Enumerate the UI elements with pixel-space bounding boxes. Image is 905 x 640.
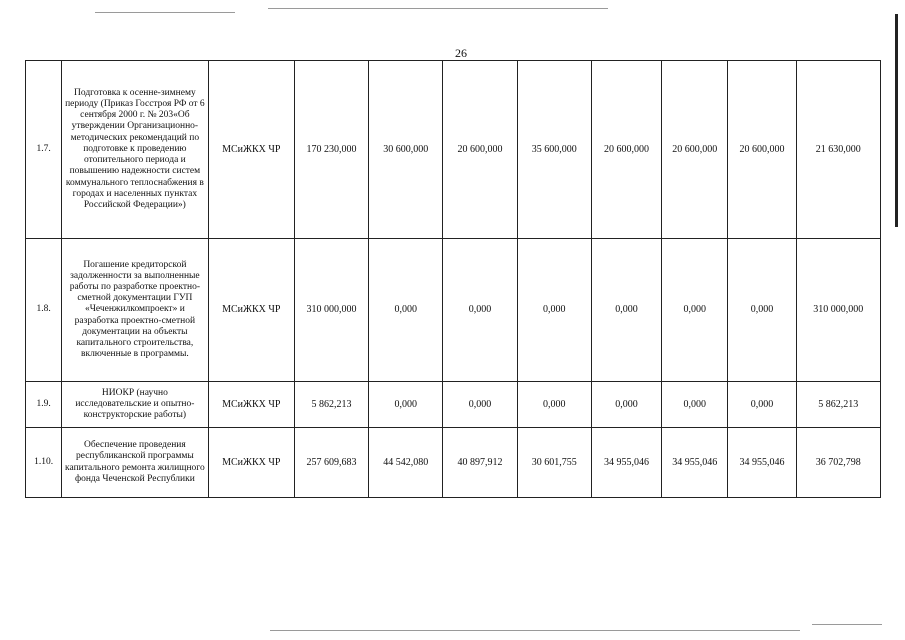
row-activity: Подготовка к осенне-зимнему периоду (Приказ Госстроя РФ от 6 сентября 2000 г. № 203«Об утверждении Организационно-методических рекомендаций по подготовке к проведению отопительного периода и повышению надежности систем коммунального теплоснабжения в городах и населенных пунктах Российской Федерации») <box>62 61 209 239</box>
row-value: 34 955,046 <box>591 428 661 498</box>
row-number: 1.8. <box>26 239 62 382</box>
table-row <box>26 428 881 498</box>
row-value: 40 897,912 <box>443 428 517 498</box>
row-value: 0,000 <box>662 382 728 428</box>
row-value: 5 862,213 <box>796 382 880 428</box>
row-value: 30 600,000 <box>369 61 443 239</box>
row-value: 0,000 <box>369 239 443 382</box>
row-value: 0,000 <box>443 239 517 382</box>
scan-rule-bottom <box>270 630 800 631</box>
scan-rule-top-left <box>95 12 235 13</box>
row-number: 1.9. <box>26 382 62 428</box>
row-executor: МСиЖКХ ЧР <box>208 382 294 428</box>
row-value: 20 600,000 <box>591 61 661 239</box>
row-value: 0,000 <box>517 239 591 382</box>
row-value: 34 955,046 <box>662 428 728 498</box>
row-value: 0,000 <box>728 239 796 382</box>
table-row <box>26 382 881 428</box>
row-value: 20 600,000 <box>728 61 796 239</box>
row-value: 0,000 <box>662 239 728 382</box>
row-value-total: 5 862,213 <box>294 382 368 428</box>
row-value: 44 542,080 <box>369 428 443 498</box>
table-row <box>26 239 881 382</box>
row-value: 21 630,000 <box>796 61 880 239</box>
scan-edge-bar <box>895 14 898 227</box>
row-value: 34 955,046 <box>728 428 796 498</box>
scan-rule-top-right <box>268 8 608 9</box>
row-value-total: 170 230,000 <box>294 61 368 239</box>
table-row <box>26 61 881 239</box>
row-executor: МСиЖКХ ЧР <box>208 428 294 498</box>
row-value: 0,000 <box>591 239 661 382</box>
row-value: 0,000 <box>728 382 796 428</box>
row-executor: МСиЖКХ ЧР <box>208 61 294 239</box>
page-number: 26 <box>455 46 467 60</box>
row-value-total: 257 609,683 <box>294 428 368 498</box>
row-value: 310 000,000 <box>796 239 880 382</box>
row-value: 0,000 <box>443 382 517 428</box>
row-value: 0,000 <box>591 382 661 428</box>
row-value: 20 600,000 <box>443 61 517 239</box>
row-activity: НИОКР (научно исследовательские и опытно-конструкторские работы) <box>62 382 209 428</box>
row-executor: МСиЖКХ ЧР <box>208 239 294 382</box>
budget-table <box>25 60 881 498</box>
row-value: 30 601,755 <box>517 428 591 498</box>
row-value-total: 310 000,000 <box>294 239 368 382</box>
row-number: 1.10. <box>26 428 62 498</box>
row-number: 1.7. <box>26 61 62 239</box>
row-activity: Погашение кредиторской задолженности за выполненные работы по разработке проектно-сметной документации ГУП «Чеченжилкомпроект» и разработка проектно-сметной документации на объекты капитального строительства, включенные в программы. <box>62 239 209 382</box>
row-value: 35 600,000 <box>517 61 591 239</box>
scan-rule-bottom-right <box>812 624 882 625</box>
row-activity: Обеспечение проведения республиканской программы капитального ремонта жилищного фонда Чеченской Республики <box>62 428 209 498</box>
row-value: 0,000 <box>369 382 443 428</box>
row-value: 36 702,798 <box>796 428 880 498</box>
row-value: 0,000 <box>517 382 591 428</box>
row-value: 20 600,000 <box>662 61 728 239</box>
